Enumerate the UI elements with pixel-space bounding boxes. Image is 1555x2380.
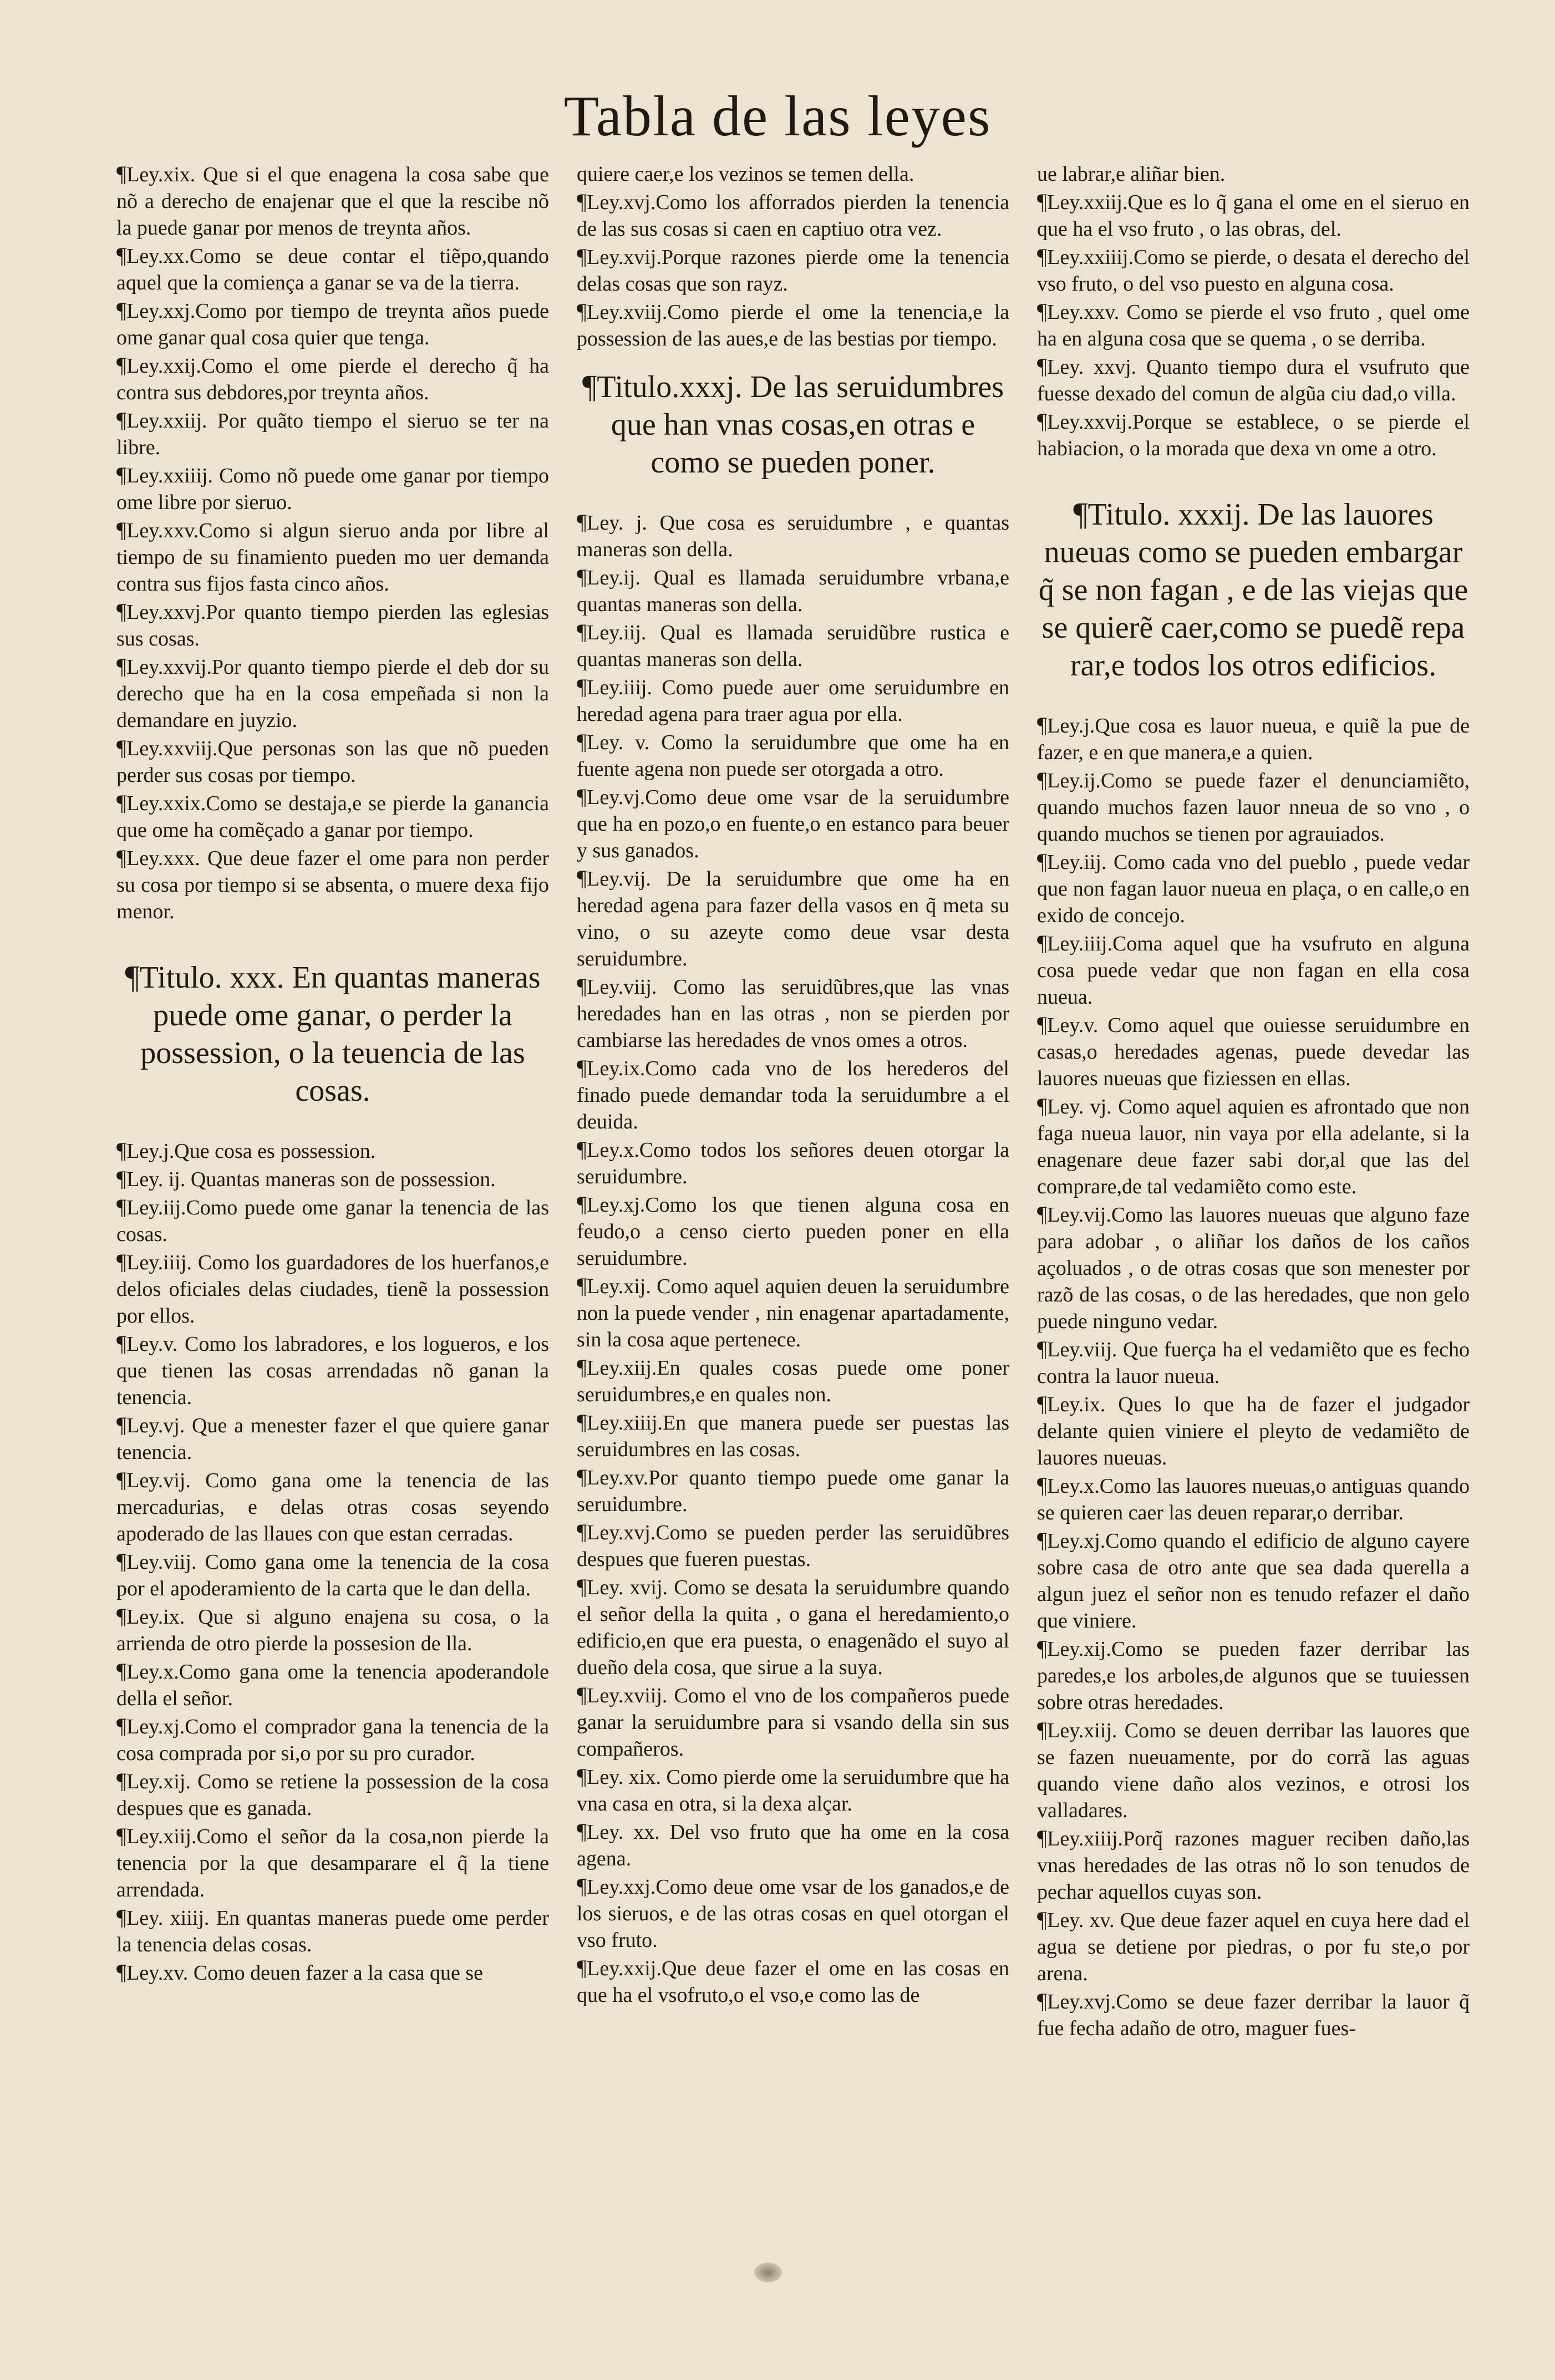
pilcrow-icon: ¶ [577, 1410, 587, 1435]
law-entry [577, 729, 1009, 782]
law-entry-text: Ley.xxj.Como por tiempo de treynta años puede ome ganar qual cosa quier que tenga. [116, 299, 549, 349]
law-entry [577, 1136, 1009, 1190]
pilcrow-icon: ¶ [577, 1955, 587, 1980]
law-entry-text: Ley.xj.Como el comprador gana la tenencia de la cosa comprada por si,o por su pro curador. [116, 1715, 549, 1765]
law-entry-text: Ley.xx.Como se deue contar el tiẽpo,quando aquel que la comiença a ganar se va de la tierra. [116, 245, 549, 294]
law-entry [116, 790, 549, 843]
law-entry-text: Ley.xiiij.Porq̃ razones maguer reciben daño,las vnas heredades de las otras nõ lo son tenudos de pechar aquellos cuyas son. [1037, 1827, 1470, 1904]
pilcrow-icon: ¶ [116, 353, 127, 378]
pilcrow-icon: ¶ [1037, 189, 1048, 214]
law-entry [577, 1519, 1009, 1573]
pilcrow-icon: ¶ [577, 1464, 587, 1489]
pilcrow-icon: ¶ [1037, 1202, 1048, 1227]
law-entry [577, 298, 1009, 352]
law-entry-text: Ley.v. Como aquel que ouiesse seruidumbre en casas,o heredades agenas, puede devedar las lauores nueuas que fiziessen en ellas. [1037, 1014, 1470, 1090]
law-entry-text: Ley.ix. Que si alguno enajena su cosa, o la arrienda de otro pierde la possesion de lla. [116, 1605, 549, 1655]
law-entry-text: Ley. xvij. Como se desata la seruidumbre quando el señor della la quita , o gana el heredamiento,o edificio,en que era puesta, o enagenãdo el suyo al dueño dela cosa, que sirue a la suya. [577, 1576, 1009, 1679]
law-entry-text: Ley.iiij. Como los guardadores de los huerfanos,e delos oficiales delas ciudades, tienẽ la possession por ellos. [116, 1251, 549, 1328]
law-entry [116, 1904, 549, 1958]
pilcrow-icon: ¶ [116, 243, 127, 268]
law-entry [116, 1603, 549, 1657]
pilcrow-icon: ¶ [116, 1713, 127, 1738]
section-title-text: Titulo.xxxj. De las seruidumbres que han vnas cosas,en otras e como se pueden poner. [597, 370, 1004, 480]
law-entry [577, 243, 1009, 297]
law-entry-text: Ley.xv.Por quanto tiempo puede ome ganar la seruidumbre. [577, 1466, 1009, 1516]
law-entry-text: Ley.xxviij.Que personas son las que nõ pueden perder sus cosas por tiempo. [116, 737, 549, 787]
pilcrow-icon: ¶ [116, 790, 127, 815]
law-entry [577, 1574, 1009, 1681]
pilcrow-icon: ¶ [577, 619, 587, 644]
pilcrow-icon: ¶ [116, 1768, 127, 1793]
law-entry-text: Ley.x.Como las lauores nueuas,o antiguas quando se quieren caer las deuen reparar,o derribar. [1037, 1474, 1470, 1524]
law-entry-text: Ley.ij. Qual es llamada seruidumbre vrbana,e quantas maneras son della. [577, 566, 1009, 616]
law-entry-text: Ley.xviij.Como pierde el ome la tenencia,e la possession de las aues,e de las bestias por tiempo. [577, 301, 1009, 350]
law-entry [577, 784, 1009, 864]
law-entry-text: Ley.iij.Como puede ome ganar la tenencia de las cosas. [116, 1196, 549, 1246]
pilcrow-icon: ¶ [577, 1355, 587, 1380]
law-entry [116, 1166, 549, 1193]
pilcrow-icon: ¶ [577, 974, 587, 999]
pilcrow-icon: ¶ [577, 1682, 587, 1707]
pilcrow-icon: ¶ [577, 1273, 587, 1298]
section-title [577, 368, 1009, 481]
law-entry-text: Ley.xxv. Como se pierde el vso fruto , quel ome ha en alguna cosa que se quema , o se derriba. [1037, 301, 1470, 350]
pilcrow-icon: ¶ [1037, 1717, 1048, 1742]
law-entry [116, 161, 549, 241]
law-entry-text: Ley.x.Como gana ome la tenencia apoderandole della el señor. [116, 1660, 549, 1710]
law-entry [577, 865, 1009, 972]
law-entry-text: Ley.x.Como todos los señores deuen otorgar la seruidumbre. [577, 1138, 1009, 1188]
law-entry [577, 674, 1009, 728]
pilcrow-icon: ¶ [577, 729, 587, 754]
law-entry [116, 462, 549, 516]
pilcrow-icon: ¶ [116, 1166, 127, 1191]
law-entry-text: Ley.viij. Como las seruidũbres,que las vnas heredades han en las otras , non se pierden por cambiarse las heredades de vnos omes a otros. [577, 975, 1009, 1052]
law-entry-text: Ley.xxiij.Que es lo q̃ gana el ome en el sieruo en que ha el vso fruto , o las obras, del. [1037, 191, 1470, 241]
pilcrow-icon: ¶ [1037, 930, 1048, 955]
law-entry-text: Ley.xj.Como los que tienen alguna cosa en feudo,o a censo cierto pueden poner en ella seruidumbre. [577, 1193, 1009, 1270]
law-entry-text: Ley.xxix.Como se destaja,e se pierde la ganancia que ome ha comẽçado a ganar por tiempo. [116, 792, 549, 842]
pilcrow-icon: ¶ [1037, 1907, 1048, 1932]
law-entry [1037, 930, 1470, 1010]
law-entry-text: Ley.xiij.Como el señor da la cosa,non pierde la tenencia por la que desamparare el q̃ la tiene arrendada. [116, 1825, 549, 1901]
pilcrow-icon: ¶ [116, 1659, 127, 1684]
law-entry [1037, 1093, 1470, 1200]
pilcrow-icon: ¶ [577, 244, 587, 269]
pilcrow-icon: ¶ [116, 1138, 127, 1163]
law-entry-text: Ley.iij. Qual es llamada seruidũbre rustica e quantas maneras son della. [577, 621, 1009, 671]
law-entry-text: Ley.ix. Ques lo que ha de fazer el judgador delante quien viniere el pleyto de vedamiẽto de lauores nueuas. [1037, 1393, 1470, 1469]
law-entry [577, 189, 1009, 242]
pilcrow-icon: ¶ [577, 299, 587, 324]
law-entry [1037, 1391, 1470, 1471]
pilcrow-icon: ¶ [1037, 1636, 1048, 1661]
column-2 [577, 161, 1009, 2010]
law-entry-text: Ley. xv. Que deue fazer aquel en cuya here dad el agua se detiene por piedras, o por fu ste,o por arena. [1037, 1909, 1470, 1985]
pilcrow-icon: ¶ [1037, 1391, 1048, 1416]
law-entry [577, 1955, 1009, 2008]
section-title [116, 958, 549, 1110]
law-entry-text: Ley.xj.Como quando el edificio de alguno cayere sobre casa de otro ante que sea dada querella a algun juez el señor non es tenudo refazer el daño que viniere. [1037, 1529, 1470, 1633]
law-entry-text: Ley. xiiij. En quantas maneras puede ome perder la tenencia delas cosas. [116, 1906, 549, 1956]
law-entry [1037, 1527, 1470, 1634]
law-entry [116, 598, 549, 652]
law-entry [577, 619, 1009, 673]
pilcrow-icon: ¶ [125, 959, 140, 995]
law-entry [1037, 1472, 1470, 1526]
law-entry [116, 1137, 549, 1164]
law-entry [116, 1823, 549, 1903]
pilcrow-icon: ¶ [577, 1874, 587, 1899]
law-entry-text: Ley.iiij. Como puede auer ome seruidumbre en heredad agena para traer agua por ella. [577, 676, 1009, 726]
pilcrow-icon: ¶ [116, 1604, 127, 1629]
pilcrow-icon: ¶ [116, 845, 127, 870]
law-entry-text: Ley.vij.Como las lauores nueuas que alguno faze para adobar , o aliñar los daños de los caños açoluados , o de otras cosas que son menester por razõ de las cosas, o de las heredades, que non gelo puede ninguno vedar. [1037, 1203, 1470, 1333]
pilcrow-icon: ¶ [1037, 1012, 1048, 1037]
law-entry-text: Ley. xx. Del vso fruto que ha ome en la cosa agena. [577, 1820, 1009, 1870]
law-entry-text: Ley.xix. Que si el que enagena la cosa sabe que nõ a derecho de enajenar que el que la rescibe nõ la puede ganar por menos de treynta años. [116, 163, 549, 240]
pilcrow-icon: ¶ [116, 1194, 127, 1219]
law-entry-text: Ley.xxij.Como el ome pierde el derecho q̃ ha contra sus debdores,por treynta años. [116, 354, 549, 404]
pilcrow-icon: ¶ [116, 517, 127, 542]
law-entry-text: Ley.xxiiij. Como nõ puede ome ganar por tiempo ome libre por sieruo. [116, 464, 549, 514]
law-entry [1037, 767, 1470, 847]
law-entry [1037, 1336, 1470, 1390]
law-entry-text: Ley.viij. Como gana ome la tenencia de la cosa por el apoderamiento de la carta que le dan della. [116, 1550, 549, 1600]
law-entry [577, 1191, 1009, 1272]
law-entry [116, 297, 549, 351]
law-entry [116, 1249, 549, 1329]
law-entry-text: Ley.v. Como los labradores, e los logueros, e los que tienen las cosas arrendadas nõ ganan la tenencia. [116, 1333, 549, 1409]
law-entry [116, 1194, 549, 1248]
law-entry [1037, 1717, 1470, 1824]
law-entry [116, 735, 549, 789]
pilcrow-icon: ¶ [1037, 299, 1048, 324]
pilcrow-icon: ¶ [577, 1055, 587, 1080]
pilcrow-icon: ¶ [577, 565, 587, 589]
pilcrow-icon: ¶ [116, 298, 127, 323]
law-entry [116, 845, 549, 925]
law-entry [116, 1959, 549, 1986]
law-entry [1037, 1906, 1470, 1987]
law-entry-text: Ley.xiij.En quales cosas puede ome poner seruidumbres,e en quales non. [577, 1356, 1009, 1406]
ink-smudge [754, 2262, 782, 2282]
pilcrow-icon: ¶ [577, 1192, 587, 1217]
law-entry-text: Ley.xiij. Como se deuen derribar las lauores que se fazen nueuamente, por do corrã las aguas quando viene daño alos vezinos, e otrosi los valladares. [1037, 1719, 1470, 1822]
law-entry-text: Ley.xxiiij.Como se pierde, o desata el derecho del vso fruto, o del vso puesto en alguna cosa. [1037, 246, 1470, 296]
law-entry [1037, 353, 1470, 407]
pilcrow-icon: ¶ [116, 1467, 127, 1492]
pilcrow-icon: ¶ [577, 674, 587, 699]
law-entry-text: Ley.xvj.Como se pueden perder las seruidũbres despues que fueren puestas. [577, 1521, 1009, 1571]
law-entry-text: Ley. xix. Como pierde ome la seruidumbre que ha vna casa en otra, si la dexa alçar. [577, 1766, 1009, 1815]
law-entry [577, 1409, 1009, 1463]
law-entry [1037, 712, 1470, 766]
law-entry [577, 1354, 1009, 1408]
law-entry-text: Ley.vij. De la seruidumbre que ome ha en heredad agena para fazer della vasos en q̃ meta su vino, o su azeyte como deue vsar desta seruidumbre. [577, 867, 1009, 970]
law-entry [1037, 161, 1470, 187]
law-entry [116, 517, 549, 597]
law-entry [116, 1658, 549, 1712]
pilcrow-icon: ¶ [116, 1549, 127, 1574]
pilcrow-icon: ¶ [577, 1137, 587, 1162]
pilcrow-icon: ¶ [1037, 1825, 1048, 1850]
pilcrow-icon: ¶ [577, 866, 587, 891]
law-entry-text: Ley.j.Que cosa es possession. [126, 1140, 376, 1163]
law-entry [1037, 848, 1470, 929]
pilcrow-icon: ¶ [1037, 244, 1048, 269]
pilcrow-icon: ¶ [116, 1249, 127, 1274]
law-entry [116, 1467, 549, 1547]
law-entry-text: Ley.xxj.Como deue ome vsar de los ganados,e de los sieruos, e de las otras cosas en quel otorgan el vso fruto. [577, 1875, 1009, 1952]
law-entry-text: Ley.xij. Como aquel aquien deuen la seruidumbre non la puede vender , nin enagenar apartadamente, sin la cosa aque pertenece. [577, 1275, 1009, 1351]
law-entry [577, 1273, 1009, 1353]
law-entry [116, 1412, 549, 1466]
law-entry-text: Ley.xxv.Como si algun sieruo anda por libre al tiempo de su finamiento pueden mo uer demanda contra sus fijos fasta cinco años. [116, 519, 549, 596]
law-entry-text: Ley.xvij.Porque razones pierde ome la tenencia delas cosas que son rayz. [577, 246, 1009, 296]
pilcrow-icon: ¶ [116, 1960, 127, 1985]
pilcrow-icon: ¶ [577, 784, 587, 809]
law-entry-text: Ley.xxvij.Porque se establece, o se pierde el habiacion, o la morada que dexa vn ome a otro. [1037, 410, 1470, 460]
law-entry-text: Ley.xxvj.Por quanto tiempo pierden las eglesias sus cosas. [116, 601, 549, 650]
law-entry [116, 1330, 549, 1411]
law-entry-text: Ley.j.Que cosa es lauor nueua, e quiẽ la pue de fazer, e en que manera,e a quien. [1037, 714, 1470, 764]
law-entry-text: Ley.xxvij.Por quanto tiempo pierde el deb dor su derecho que ha en la cosa empeñada si non la demandare en juyzio. [116, 655, 549, 732]
law-entry-text: Ley. xxvj. Quanto tiempo dura el vsufruto que fuesse dexado del comun de algũa ciu dad,o villa. [1037, 355, 1470, 405]
pilcrow-icon: ¶ [116, 1331, 127, 1356]
law-entry-text: Ley.xij.Como se pueden fazer derribar las paredes,e los arboles,de algunos que se tuuiessen sobre otras heredades. [1037, 1637, 1470, 1714]
law-entry-text: Ley.xxiij. Por quãto tiempo el sieruo se ter na libre. [116, 409, 549, 459]
law-entry [116, 1548, 549, 1602]
pilcrow-icon: ¶ [116, 654, 127, 679]
law-entry [116, 1768, 549, 1822]
pilcrow-icon: ¶ [116, 161, 127, 186]
law-entry [116, 242, 549, 296]
law-entry-text: Ley.iij. Como cada vno del pueblo , puede vedar que non fagan lauor nueua en plaça, o en calle,o en exido de concejo. [1037, 851, 1470, 927]
law-entry-text: Ley.vij. Como gana ome la tenencia de las mercadurias, e delas otras cosas seyendo apoderado de las llaues con que estan cerradas. [116, 1469, 549, 1545]
law-entry [1037, 189, 1470, 242]
law-entry-text: Ley.xiiij.En que manera puede ser puestas las seruidumbres en las cosas. [577, 1411, 1009, 1461]
law-entry-text: Ley.xviij. Como el vno de los compañeros puede ganar la seruidumbre para si vsando della sin sus compañeros. [577, 1684, 1009, 1761]
pilcrow-icon: ¶ [116, 735, 127, 760]
law-entry [577, 161, 1009, 187]
pilcrow-icon: ¶ [577, 1819, 587, 1844]
law-entry [577, 1873, 1009, 1954]
law-entry [577, 1818, 1009, 1872]
law-entry-text: Ley.vj.Como deue ome vsar de la seruidumbre que ha en pozo,o en fuente,o en estanco para beuer y sus ganados. [577, 786, 1009, 862]
section-title [1037, 495, 1470, 684]
section-title-text: Titulo. xxx. En quantas maneras puede ome ganar, o perder la possession, o la teuencia de las cosas. [139, 960, 541, 1108]
law-entry [1037, 1988, 1470, 2042]
pilcrow-icon: ¶ [1037, 1473, 1048, 1498]
law-entry-text: Ley.viij. Que fuerça ha el vedamiẽto que es fecho contra la lauor nueua. [1037, 1338, 1470, 1388]
pilcrow-icon: ¶ [116, 1905, 127, 1930]
pilcrow-icon: ¶ [582, 368, 597, 404]
pilcrow-icon: ¶ [1037, 1528, 1048, 1553]
law-entry-text: Ley. vj. Como aquel aquien es afrontado que non faga nueua lauor, nin vaya por ella adelante, si la enagenare deue fazer sabi dor,al que las del comprare,de tal vedamiẽto como este. [1037, 1095, 1470, 1198]
law-entry-text: Ley.xvj.Como los afforrados pierden la tenencia de las sus cosas si caen en captiuo otra vez. [577, 191, 1009, 241]
page-title: Tabla de las leyes [563, 84, 992, 148]
law-entry-text: Ley.xij. Como se retiene la possession de la cosa despues que es ganada. [116, 1770, 549, 1820]
law-entry-text: Ley. ij. Quantas maneras son de possession. [126, 1168, 496, 1191]
law-entry [1037, 1825, 1470, 1905]
law-entry [577, 509, 1009, 563]
pilcrow-icon: ¶ [116, 1412, 127, 1437]
pilcrow-icon: ¶ [1037, 1989, 1048, 2013]
law-entry-text: Ley.ij.Como se puede fazer el denunciamiẽto, quando muchos fazen lauor nneua de so vno , o quando muchos se tienen por agrauiados. [1037, 769, 1470, 846]
law-entry-text: quiere caer,e los vezinos se temen della. [577, 162, 914, 186]
pilcrow-icon: ¶ [1073, 496, 1088, 532]
pilcrow-icon: ¶ [1037, 767, 1048, 792]
pilcrow-icon: ¶ [1037, 1336, 1048, 1361]
law-entry-text: Ley.iiij.Coma aquel que ha vsufruto en alguna cosa puede vedar que non fagan en ella cosa nueua. [1037, 932, 1470, 1009]
law-entry-text: Ley.xvj.Como se deue fazer derribar la lauor q̃ fue fecha adaño de otro, maguer fues- [1037, 1990, 1470, 2040]
pilcrow-icon: ¶ [1037, 713, 1048, 738]
law-entry-text: Ley.xxij.Que deue fazer el ome en las cosas en que ha el vsofruto,o el vso,e como las de [577, 1957, 1009, 2007]
pilcrow-icon: ¶ [577, 1519, 587, 1544]
law-entry [577, 1682, 1009, 1762]
law-entry [116, 352, 549, 406]
law-entry-text: ue labrar,e aliñar bien. [1037, 162, 1226, 186]
law-entry-text: Ley.xv. Como deuen fazer a la casa que se [126, 1961, 484, 1985]
column-3 [1037, 161, 1470, 2043]
law-entry [116, 407, 549, 461]
pilcrow-icon: ¶ [1037, 354, 1048, 379]
pilcrow-icon: ¶ [1037, 849, 1048, 874]
law-entry [1037, 1635, 1470, 1716]
law-entry [116, 1713, 549, 1767]
law-entry [1037, 298, 1470, 352]
column-1 [116, 161, 549, 1987]
law-entry [577, 973, 1009, 1054]
section-title-text: Titulo. xxxij. De las lauores nueuas como se pueden embargar q̃ se non fagan , e de las viejas que se quierẽ caer,como se puedẽ repa rar,e todos los otros edificios. [1038, 497, 1468, 683]
pilcrow-icon: ¶ [116, 462, 127, 487]
law-entry [1037, 1011, 1470, 1092]
law-entry [577, 1763, 1009, 1817]
pilcrow-icon: ¶ [116, 1823, 127, 1848]
law-entry [577, 1464, 1009, 1518]
law-entry-text: Ley.ix.Como cada vno de los herederos del finado puede demandar toda la seruidumbre a el deuida. [577, 1057, 1009, 1133]
pilcrow-icon: ¶ [577, 510, 587, 535]
law-entry-text: Ley.vj. Que a menester fazer el que quiere ganar tenencia. [116, 1414, 549, 1464]
pilcrow-icon: ¶ [116, 599, 127, 624]
law-entry [577, 1055, 1009, 1135]
law-entry [116, 653, 549, 734]
pilcrow-icon: ¶ [1037, 1094, 1048, 1118]
pilcrow-icon: ¶ [116, 408, 127, 433]
law-entry [1037, 408, 1470, 462]
pilcrow-icon: ¶ [577, 189, 587, 214]
law-entry-text: Ley.xxx. Que deue fazer el ome para non perder su cosa por tiempo si se absenta, o muere dexa fijo menor. [116, 847, 549, 923]
pilcrow-icon: ¶ [1037, 409, 1048, 434]
pilcrow-icon: ¶ [577, 1574, 587, 1599]
law-entry [577, 564, 1009, 618]
law-entry [1037, 1201, 1470, 1335]
law-entry-text: Ley. v. Como la seruidumbre que ome ha en fuente agena non puede ser otorgada a otro. [577, 731, 1009, 781]
law-entry [1037, 243, 1470, 297]
law-entry-text: Ley. j. Que cosa es seruidumbre , e quantas maneras son della. [577, 511, 1009, 561]
pilcrow-icon: ¶ [577, 1764, 587, 1789]
